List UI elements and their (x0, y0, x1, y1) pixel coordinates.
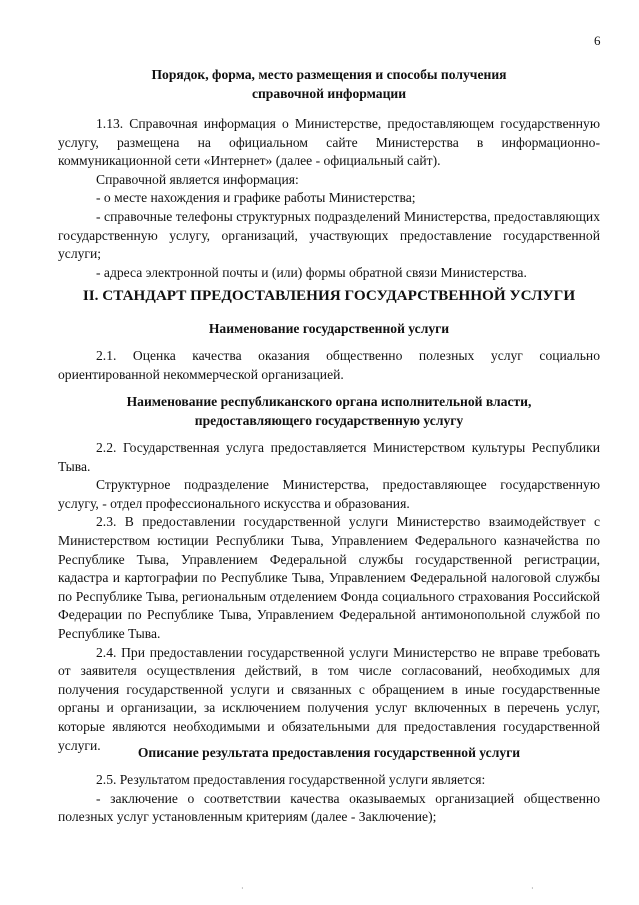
paragraph-2-2: 2.2. Государственная услуга предоставляется Министерством культуры Республики Тыва. (58, 440, 600, 474)
heading-organ (58, 393, 600, 430)
list-item: - справочные телефоны структурных подразделений Министерства, предоставляющих государственную услугу, организаций, участвующих предоставление государственной услуги; (58, 208, 600, 262)
list-item: - о месте нахождения и графике работы Министерства; (96, 190, 416, 206)
paragraph-2-1: 2.1. Оценка качества оказания общественно полезных услуг социально ориентированной некоммерческой организацией. (58, 348, 600, 382)
heading-service-name: Наименование государственной услуги (208, 321, 450, 336)
heading-line: предоставляющего государственную услугу (194, 412, 464, 428)
page-number: 6 (594, 33, 601, 48)
paragraph-2-5-a: - заключение о соответствии качества оказываемых организацией общественно полезных услуг установленным критериям (далее - Заключение); (58, 790, 600, 825)
heading-line: Наименование республиканского органа исполнительной власти, (126, 394, 532, 409)
heading-line: Порядок, форма, место размещения и способы получения (151, 67, 507, 82)
section-result (58, 771, 600, 827)
paragraph-1-13: 1.13. Справочная информация о Министерстве, предоставляющем государственную услугу, размещена на официальном сайте Министерства в информационно-коммуникационной сети «Интернет» (далее - официальный сайт). (58, 116, 600, 169)
paragraph-2-4: 2.4. При предоставлении государственной услуги Министерство не вправе требовать от заявителя осуществления действий, в том числе согласований, необходимых для получения государственной услуги и связанных с обращением в иные государственные органы и организации, за исключением получения услуг включенных в перечень услуг, которые являются необходимыми и обязательными для предоставления государственной услуги. (58, 644, 600, 753)
paragraph-2-2-b: Структурное подразделение Министерства, предоставляющее государственную услугу, - отдел профессионального искусства и образования. (58, 477, 600, 511)
section-organ (58, 439, 600, 755)
section-reference-info (58, 115, 600, 282)
paragraph-2-5: 2.5. Результатом предоставления государственной услуги является: (96, 772, 486, 787)
scan-dot: · (241, 884, 244, 893)
section-service-name (58, 347, 600, 384)
heading-result: Описание результата предоставления государственной услуги (137, 745, 521, 760)
heading-line: справочной информации (251, 85, 407, 101)
paragraph-2-3: 2.3. В предоставлении государственной услуги Министерство взаимодействует с Министерством юстиции Республики Тыва, Управлением Федерального казначейства по Республике Тыва, Управлением Федеральной службы государственной регистрации, кадастра и картографии по Республике Тыва, Управлением Федеральной налоговой службы по Республике Тыва, региональным отделением Фонда социального страхования Российской Федерации по Республике Тыва, Управлением Федеральной антимонопольной службой по Республике Тыва. (58, 514, 600, 641)
list-item: - адреса электронной почты и (или) формы обратной связи Министерства. (96, 264, 527, 280)
heading-reference-info (58, 66, 600, 103)
scan-dot: · (531, 884, 534, 893)
paragraph-info-intro: Справочной является информация: (96, 171, 299, 187)
heading-standard: II. СТАНДАРТ ПРЕДОСТАВЛЕНИЯ ГОСУДАРСТВЕННОЙ УСЛУГИ (82, 287, 576, 304)
